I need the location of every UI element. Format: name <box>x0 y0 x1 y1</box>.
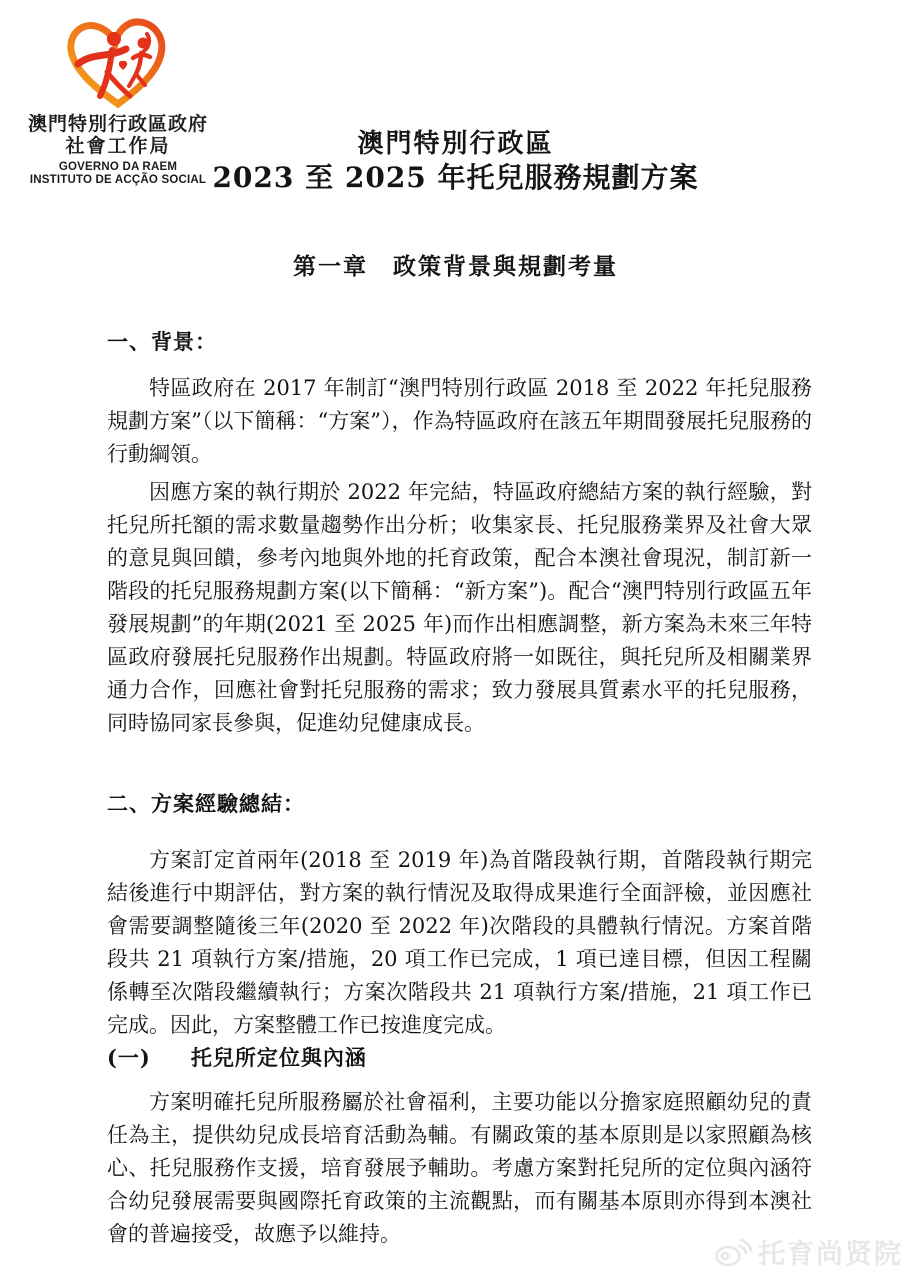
subsection-1-heading <box>107 1046 812 1070</box>
document-title-line2: 2023 至 2025 年托兒服務規劃方案 <box>212 161 699 194</box>
subsection-1-title: 托兒所定位與內涵 <box>190 1045 367 1070</box>
org-name-pt-institute: INSTITUTO DE ACÇÃO SOCIAL <box>29 174 207 186</box>
weibo-icon <box>714 1236 752 1268</box>
document-title-line1: 澳門特別行政區 <box>357 129 554 159</box>
watermark <box>714 1232 903 1271</box>
section-1-heading: 一、背景： <box>107 329 217 354</box>
org-name-pt-government: GOVERNO DA RAEM <box>58 161 178 173</box>
section-2-heading: 二、方案經驗總結： <box>107 791 305 816</box>
ias-heart-logo-icon <box>57 12 179 112</box>
section-1-paragraph-2: 因應方案的執行期於 2022 年完結，特區政府總結方案的執行經驗，對托兒所托額的需求數量趨勢作出分析；收集家長、托兒服務業界及社會大眾的意見與回饋，參考內地與外地的托育政策，配合本澳社會現況，制訂新一階段的托兒服務規劃方案(以下簡稱：“新方案”)。配合“澳門特別行政區五年發展規劃”的年期(2021 至 2025 年)而作出相應調整，新方案為未來三年特區政府發展托兒服務作出規劃。特區政府將一如既往，與托兒所及相關業界通力合作，回應社會對托兒服務的需求；致力發展具質素水平的托兒服務，同時協同家長參與，促進幼兒健康成長。 <box>107 480 812 735</box>
subsection-1-paragraph-1: 方案明確托兒所服務屬於社會福利，主要功能以分擔家庭照顧幼兒的責任為主，提供幼兒成長培育活動為輔。有關政策的基本原則是以家照顧為核心、托兒服務作支援，培育發展予輔助。考慮方案對托兒所的定位與內涵符合幼兒發展需要與國際托育政策的主流觀點，而有關基本原則亦得到本澳社會的普遍接受，故應予以維持。 <box>107 1090 812 1246</box>
chapter-heading: 第一章 政策背景與規劃考量 <box>293 253 618 280</box>
watermark-text: 托育尚贤院 <box>758 1239 903 1269</box>
document-title <box>0 128 911 195</box>
subsection-1-number: (一) <box>107 1045 151 1070</box>
org-name-zh-government: 澳門特別行政區政府 <box>27 114 208 135</box>
section-2-paragraph-1: 方案訂定首兩年(2018 至 2019 年)為首階段執行期，首階段執行期完結後進行中期評估，對方案的執行情況及取得成果進行全面評檢，並因應社會需要調整隨後三年(2020 至 2022 年)次階段的具體執行情況。方案首階段共 21 項執行方案/措施，20 項工作已完成，1 項已達目標，但因工程關係轉至次階段繼續執行；方案次階段共 21 項執行方案/措施，21 項工作已完成。因此，方案整體工作已按進度完成。 <box>107 848 812 1037</box>
org-name-zh-bureau: 社會工作局 <box>65 136 171 157</box>
document-body <box>107 330 812 1251</box>
section-1-paragraph-1: 特區政府在 2017 年制訂“澳門特別行政區 2018 至 2022 年托兒服務規劃方案”（以下簡稱：“方案”），作為特區政府在該五年期間發展托兒服務的行動綱領。 <box>107 376 812 466</box>
